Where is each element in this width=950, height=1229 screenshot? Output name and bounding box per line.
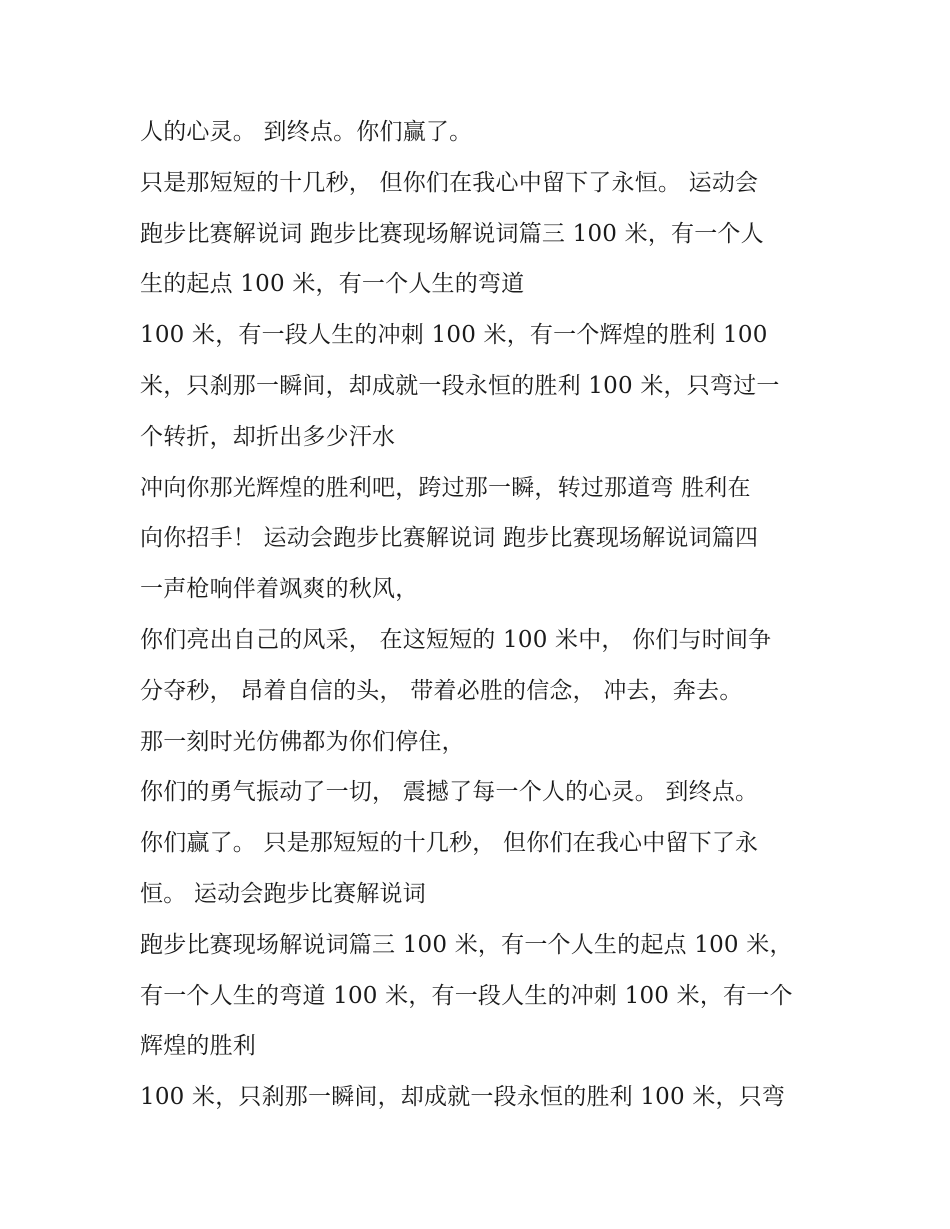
text-line: 米，只刹那一瞬间，却成就一段永恒的胜利 100 米，只弯过一 (140, 372, 780, 399)
text-line: 那一刻时光仿佛都为你们停住， (140, 728, 465, 755)
text-line: 生的起点 100 米，有一个人生的弯道 (140, 271, 525, 298)
document-body (140, 107, 820, 1123)
text-line: 跑步比赛现场解说词篇三 100 米，有一个人生的起点 100 米， (140, 931, 793, 958)
text-line: 冲向你那光辉煌的胜利吧，跨过那一瞬，转过那道弯 胜利在 (140, 474, 751, 501)
text-line: 个转折，却折出多少汗水 (140, 423, 396, 450)
text-line: 跑步比赛解说词 跑步比赛现场解说词篇三 100 米，有一个人 (140, 220, 764, 247)
text-line: 辉煌的胜利 (140, 1033, 256, 1060)
text-line: 你们的勇气振动了一切， 震撼了每一个人的心灵。 到终点。 (140, 779, 759, 806)
text-line: 向你招手！ 运动会跑步比赛解说词 跑步比赛现场解说词篇四 (140, 525, 759, 552)
text-line: 有一个人生的弯道 100 米，有一段人生的冲刺 100 米，有一个 (140, 982, 793, 1009)
text-line: 一声枪响伴着飒爽的秋风， (140, 576, 419, 603)
text-line: 100 米，只刹那一瞬间，却成就一段永恒的胜利 100 米，只弯 (140, 1084, 786, 1111)
text-line: 你们赢了。 只是那短短的十几秒， 但你们在我心中留下了永 (140, 830, 759, 857)
text-line: 人的心灵。 到终点。你们赢了。 (140, 119, 473, 145)
text-line: 只是那短短的十几秒， 但你们在我心中留下了永恒。 运动会 (140, 169, 759, 196)
text-line: 你们亮出自己的风采， 在这短短的 100 米中， 你们与时间争 (140, 626, 772, 653)
text-line: 恒。 运动会跑步比赛解说词 (140, 880, 426, 907)
text-line: 分夺秒， 昂着自信的头， 带着必胜的信念， 冲去，奔去。 (140, 677, 743, 704)
text-line: 100 米，有一段人生的冲刺 100 米，有一个辉煌的胜利 100 (140, 322, 768, 349)
